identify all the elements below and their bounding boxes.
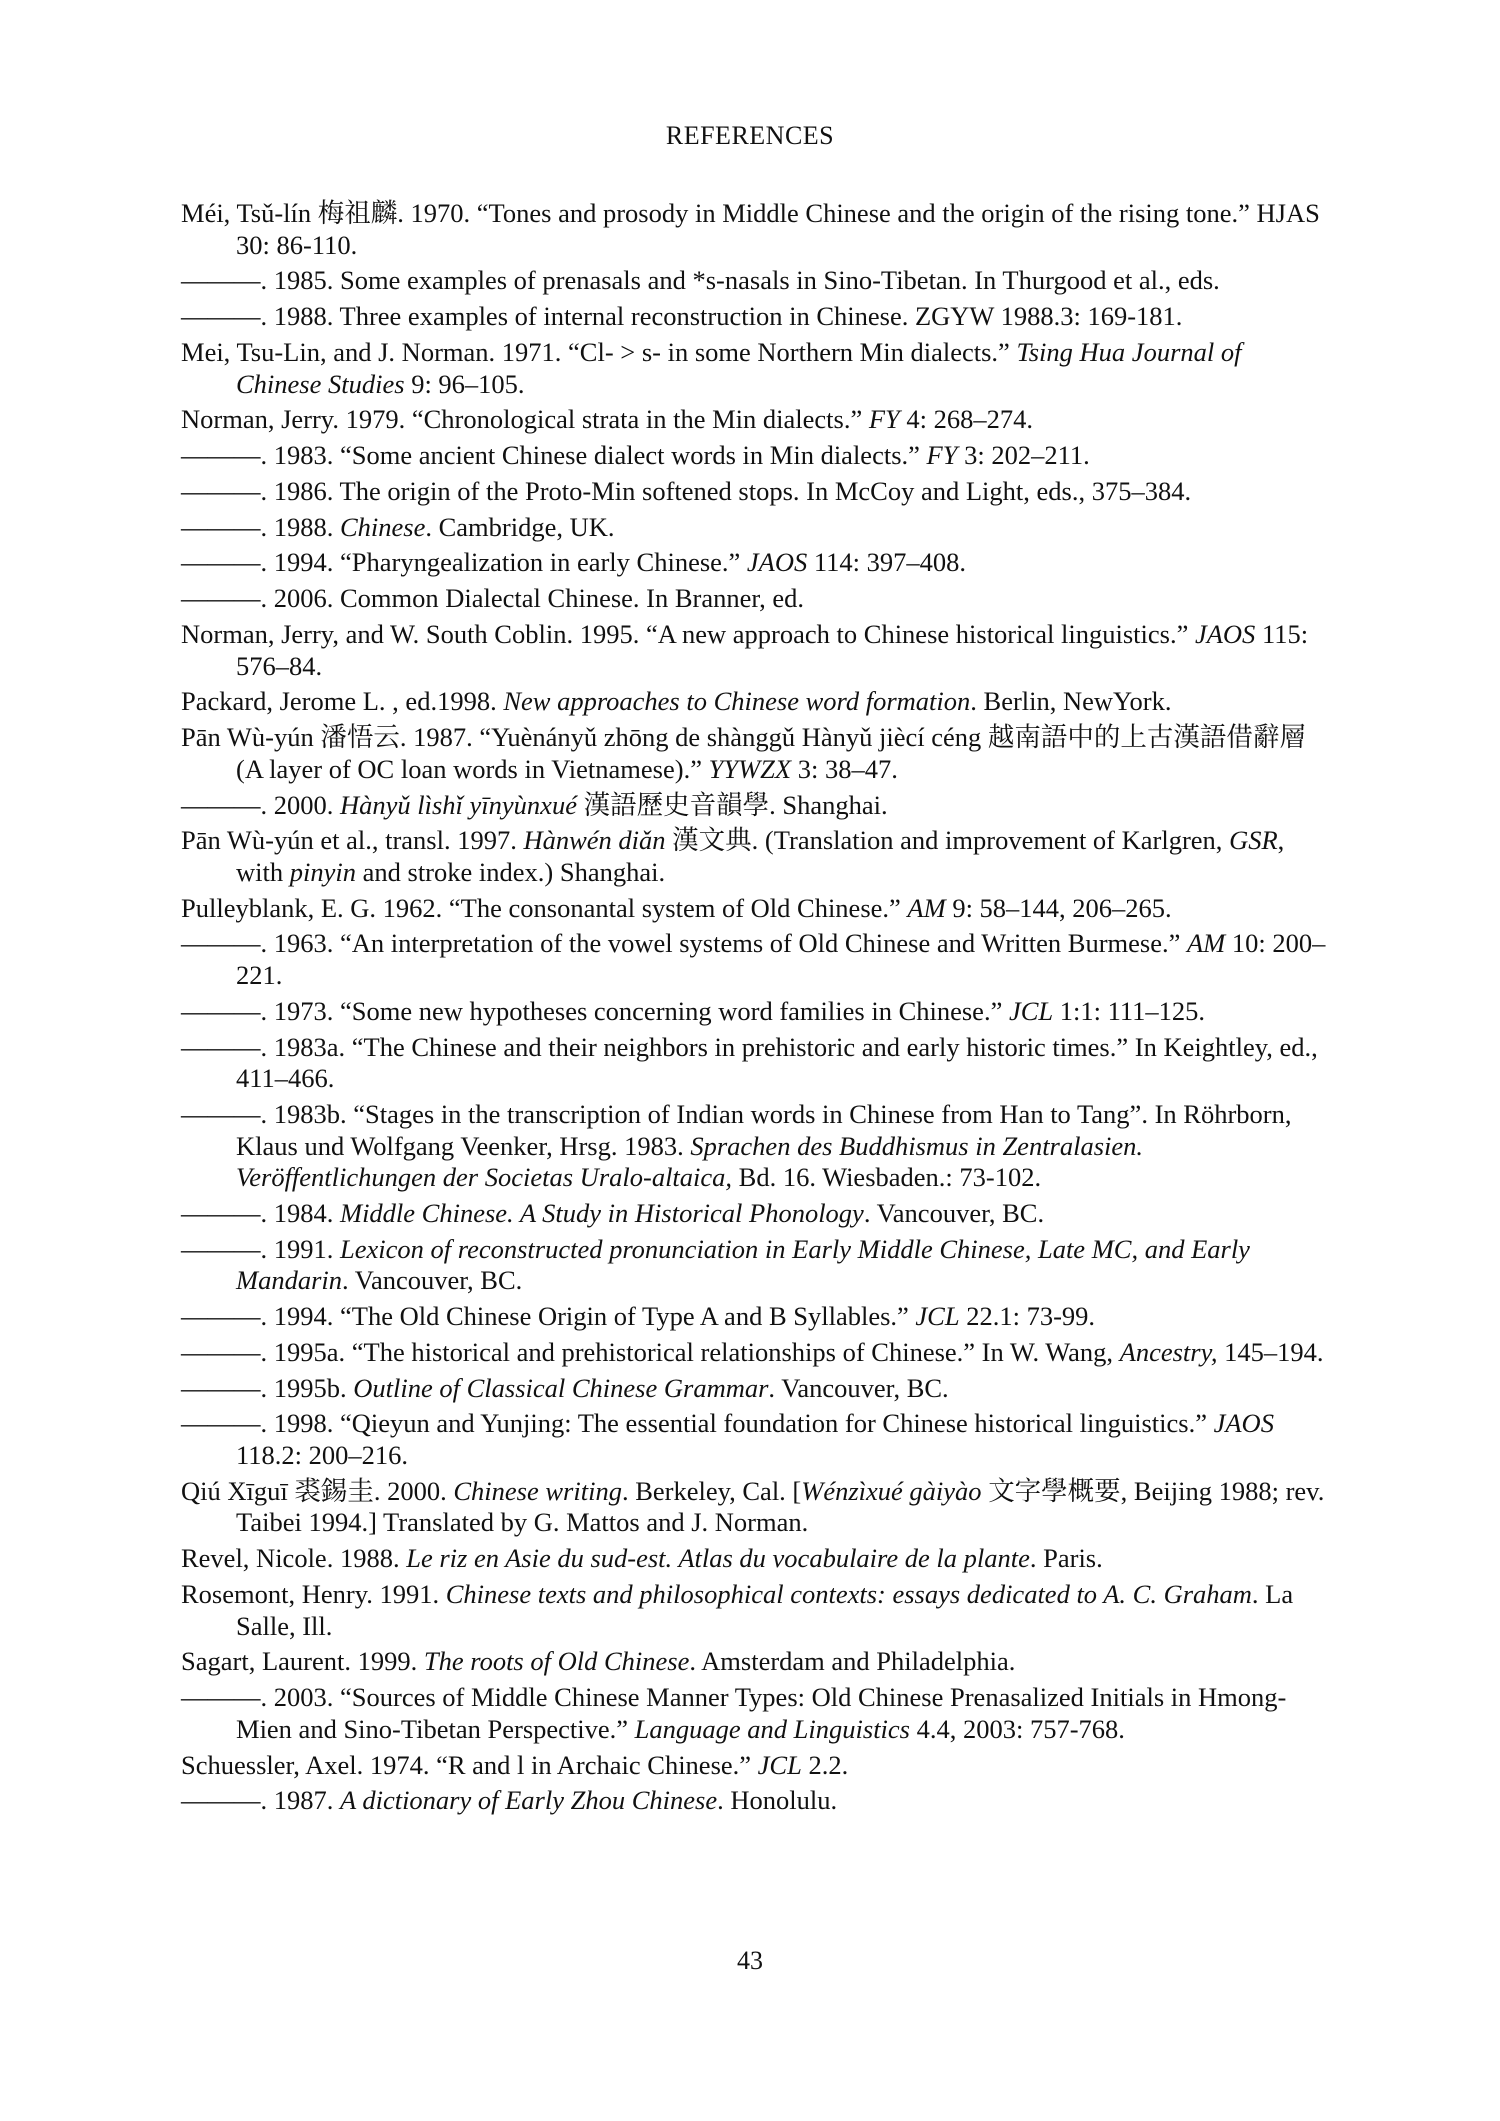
reference-title-italic: FY (926, 440, 958, 471)
reference-title-italic: Sprachen des Buddhismus in Zentralasien. Veröffentlichungen der Societas Uralo-altaica, (236, 1130, 1144, 1193)
reference-entry (181, 1373, 1331, 1405)
reference-title-italic: Chinese texts and philosophical contexts: essays dedicated to A. C. Graham (445, 1579, 1252, 1609)
reference-title-italic: GSR (1229, 825, 1278, 856)
reference-text: ———. 1973. “Some new hypotheses concerning word families in Chinese.” (181, 995, 1009, 1026)
reference-title-italic: JCL (915, 1301, 960, 1332)
reference-text: 114: 397–408. (807, 547, 967, 578)
reference-text: . Berlin, NewYork. (970, 686, 1172, 717)
reference-text: 3: 202–211. (957, 440, 1090, 471)
reference-entry (181, 1198, 1331, 1230)
reference-text: ———. 1983. “Some ancient Chinese dialect words in Min dialects.” (181, 440, 927, 471)
reference-text: . Vancouver, BC. (863, 1197, 1045, 1228)
reference-text: ———. 1994. “Pharyngealization in early Chinese.” (181, 547, 747, 578)
reference-title-italic: Wénzìxué gàiyào (801, 1475, 982, 1506)
reference-text: ———. 2006. Common Dialectal Chinese. In Branner, ed. (181, 583, 805, 614)
reference-text: Pān Wù-yún et al., transl. 1997. (181, 825, 524, 856)
reference-text: and stroke index.) Shanghai. (356, 856, 666, 887)
reference-text: ———. 1987. (181, 1785, 340, 1816)
reference-text: Sagart, Laurent. 1999. (181, 1646, 424, 1677)
reference-entry (181, 893, 1331, 925)
reference-text: ———. 1963. “An interpretation of the vowel systems of Old Chinese and Written Burmese.” (181, 928, 1187, 959)
reference-text: ———. 1988. (181, 511, 340, 542)
reference-text: Méi, Tsǔ-lín 梅祖麟. 1970. “Tones and prosody in Middle Chinese and the origin of the rising tone.” HJAS 30: 86-110. (181, 198, 1320, 260)
reference-title-italic: Tsing Hua Journal of Chinese Studies (236, 336, 1242, 399)
reference-text: 文字學概要, Beijing 1988; rev. Taibei 1994.] Translated by G. Mattos and J. Norman. (236, 1475, 1325, 1538)
reference-text: Schuessler, Axel. 1974. “R and l in Archaic Chinese.” (181, 1749, 758, 1780)
reference-text: Rosemont, Henry. 1991. (181, 1579, 446, 1609)
page-number: 43 (737, 1946, 763, 1975)
reference-text: ———. 2003. “Sources of Middle Chinese Manner Types: Old Chinese Prenasalized Initials in Hmong-Mien and Sino-Tibetan Perspective.” (181, 1682, 1287, 1744)
reference-title-italic: Chinese (340, 511, 426, 542)
reference-text: Mei, Tsu-Lin, and J. Norman. 1971. “Cl- > s- in some Northern Min dialects.” (181, 336, 1017, 367)
reference-text: ———. 1985. Some examples of prenasals and *s-nasals in Sino-Tibetan. In Thurgood et al., eds. (181, 265, 1220, 296)
reference-entry (181, 404, 1331, 436)
page-title: REFERENCES (665, 121, 835, 150)
reference-entry (181, 476, 1331, 508)
reference-text: Pulleyblank, E. G. 1962. “The consonantal system of Old Chinese.” (181, 892, 908, 923)
reference-title-italic: Lexicon of reconstructed pronunciation in Early Middle Chinese, Late MC, and Early Mandarin (236, 1233, 1250, 1296)
reference-title-italic: New approaches to Chinese word formation (503, 686, 971, 717)
reference-entry (181, 547, 1331, 579)
reference-title-italic: Hànwén diǎn (523, 825, 666, 856)
reference-title-italic: AM (907, 892, 946, 923)
reference-text: ———. 1994. “The Old Chinese Origin of Type A and B Syllables.” (181, 1301, 916, 1332)
reference-entry (181, 301, 1331, 333)
reference-entry (181, 1682, 1331, 1745)
reference-text: Norman, Jerry, and W. South Coblin. 1995. “A new approach to Chinese historical linguistics.” (181, 619, 1195, 649)
reference-text: . Vancouver, BC. (342, 1265, 523, 1296)
reference-entry (181, 1579, 1331, 1642)
reference-text: 漢文典. (Translation and improvement of Karlgren, (665, 825, 1230, 856)
reference-text: Pān Wù-yún 潘悟云. 1987. “Yuènányǔ zhōng de shànggǔ Hànyǔ jiècí céng 越南語中的上古漢語借辭層 (A layer of OC loan words in Vietnamese).” (181, 722, 1306, 784)
reference-text: . Berkeley, Cal. [ (621, 1475, 802, 1506)
reference-entry (181, 1785, 1331, 1817)
reference-text: 漢語歷史音韻學. Shanghai. (576, 789, 888, 820)
reference-title-italic: Middle Chinese. A Study in Historical Phonology (340, 1197, 864, 1228)
reference-list (181, 198, 1331, 1821)
reference-title-italic: YYWZX (708, 753, 792, 784)
reference-entry (181, 722, 1331, 785)
reference-text: 9: 58–144, 206–265. (945, 892, 1172, 923)
reference-title-italic: Outline of Classical Chinese Grammar (353, 1372, 769, 1403)
reference-entry (181, 686, 1331, 718)
reference-text: 10: 200–221. (236, 928, 1326, 991)
reference-title-italic: JCL (757, 1749, 802, 1780)
reference-text: 118.2: 200–216. (236, 1440, 409, 1471)
reference-text: 22.1: 73-99. (959, 1301, 1096, 1332)
reference-title-italic: Chinese writing (453, 1475, 622, 1506)
reference-entry (181, 583, 1331, 615)
reference-entry (181, 1099, 1331, 1194)
reference-title-italic: FY (868, 404, 900, 435)
reference-text: ———. 1991. (181, 1233, 340, 1264)
reference-title-italic: AM (1186, 928, 1226, 959)
reference-text: 9: 96–105. (404, 368, 525, 399)
reference-text: ———. 1995b. (181, 1372, 354, 1403)
reference-entry (181, 825, 1331, 888)
reference-entry (181, 1476, 1331, 1539)
reference-text: . Cambridge, UK. (425, 511, 615, 542)
reference-title-italic: Ancestry, (1119, 1336, 1218, 1367)
reference-text: . Honolulu. (717, 1785, 838, 1816)
reference-text: 1:1: 111–125. (1053, 995, 1206, 1026)
reference-text: . Vancouver, BC. (768, 1372, 949, 1403)
reference-text: 145–194. (1217, 1336, 1324, 1367)
reference-entry (181, 440, 1331, 472)
reference-text: ———. 1988. Three examples of internal reconstruction in Chinese. ZGYW 1988.3: 169-181. (181, 301, 1183, 332)
reference-text: 2.2. (801, 1749, 849, 1780)
reference-text: 4: 268–274. (899, 404, 1034, 435)
reference-title-italic: Le riz en Asie du sud-est. Atlas du vocabulaire de la plante (406, 1543, 1030, 1574)
reference-entry (181, 1301, 1331, 1333)
reference-text: Bd. 16. Wiesbaden.: 73-102. (732, 1162, 1042, 1193)
reference-entry (181, 337, 1331, 400)
reference-text: 3: 38–47. (791, 753, 898, 784)
reference-text: ———. 1995a. “The historical and prehistorical relationships of Chinese.” In W. Wang, (181, 1336, 1120, 1367)
reference-entry (181, 1408, 1331, 1471)
reference-entry (181, 619, 1331, 682)
reference-text: . Amsterdam and Philadelphia. (689, 1646, 1016, 1677)
reference-entry (181, 198, 1331, 261)
reference-entry (181, 1543, 1331, 1575)
reference-text: ———. 1986. The origin of the Proto-Min softened stops. In McCoy and Light, eds., 375–384. (181, 475, 1192, 506)
reference-title-italic: JAOS (1213, 1408, 1274, 1439)
reference-title-italic: JAOS (746, 547, 808, 578)
reference-entry (181, 265, 1331, 297)
reference-title-italic: Hànyǔ lìshǐ yīnyùnxué (340, 789, 577, 820)
reference-title-italic: JCL (1008, 995, 1054, 1026)
reference-title-italic: JAOS (1194, 619, 1256, 649)
reference-entry (181, 1337, 1331, 1369)
reference-entry (181, 512, 1331, 544)
reference-title-italic: Language and Linguistics (634, 1713, 910, 1744)
reference-text: Norman, Jerry. 1979. “Chronological strata in the Min dialects.” (181, 404, 869, 435)
reference-entry (181, 1234, 1331, 1297)
reference-text: Packard, Jerome L. , ed.1998. (181, 686, 504, 717)
reference-text: , with (236, 825, 1285, 887)
reference-text: ———. 1983b. “Stages in the transcription of Indian words in Chinese from Han to Tang”. In Röhrborn, Klaus und Wolfgang Veenker, Hrsg. 1983. (181, 1099, 1292, 1161)
reference-title-italic: The roots of Old Chinese (423, 1646, 690, 1677)
reference-text: 115: 576–84. (236, 619, 1309, 681)
reference-text: ———. 1984. (181, 1197, 340, 1228)
reference-entry (181, 790, 1331, 822)
reference-text: ———. 1998. “Qieyun and Yunjing: The essential foundation for Chinese historical linguistics.” (181, 1408, 1214, 1439)
reference-entry (181, 1750, 1331, 1782)
reference-text: 4.4, 2003: 757-768. (910, 1713, 1125, 1744)
reference-text: Revel, Nicole. 1988. (181, 1543, 407, 1574)
reference-text: ———. 2000. (181, 789, 340, 820)
reference-entry (181, 1032, 1331, 1095)
reference-text: Qiú Xīguī 裘錫圭. 2000. (181, 1475, 454, 1506)
reference-entry (181, 996, 1331, 1028)
reference-title-italic: A dictionary of Early Zhou Chinese (340, 1785, 718, 1816)
reference-text: ———. 1983a. “The Chinese and their neighbors in prehistoric and early historic times.” In Keightley, ed., 411–466. (181, 1031, 1318, 1094)
reference-entry (181, 928, 1331, 991)
reference-entry (181, 1646, 1331, 1678)
reference-title-italic: pinyin (289, 856, 356, 887)
reference-text: . Paris. (1029, 1543, 1103, 1574)
reference-text: . La Salle, Ill. (236, 1579, 1294, 1641)
